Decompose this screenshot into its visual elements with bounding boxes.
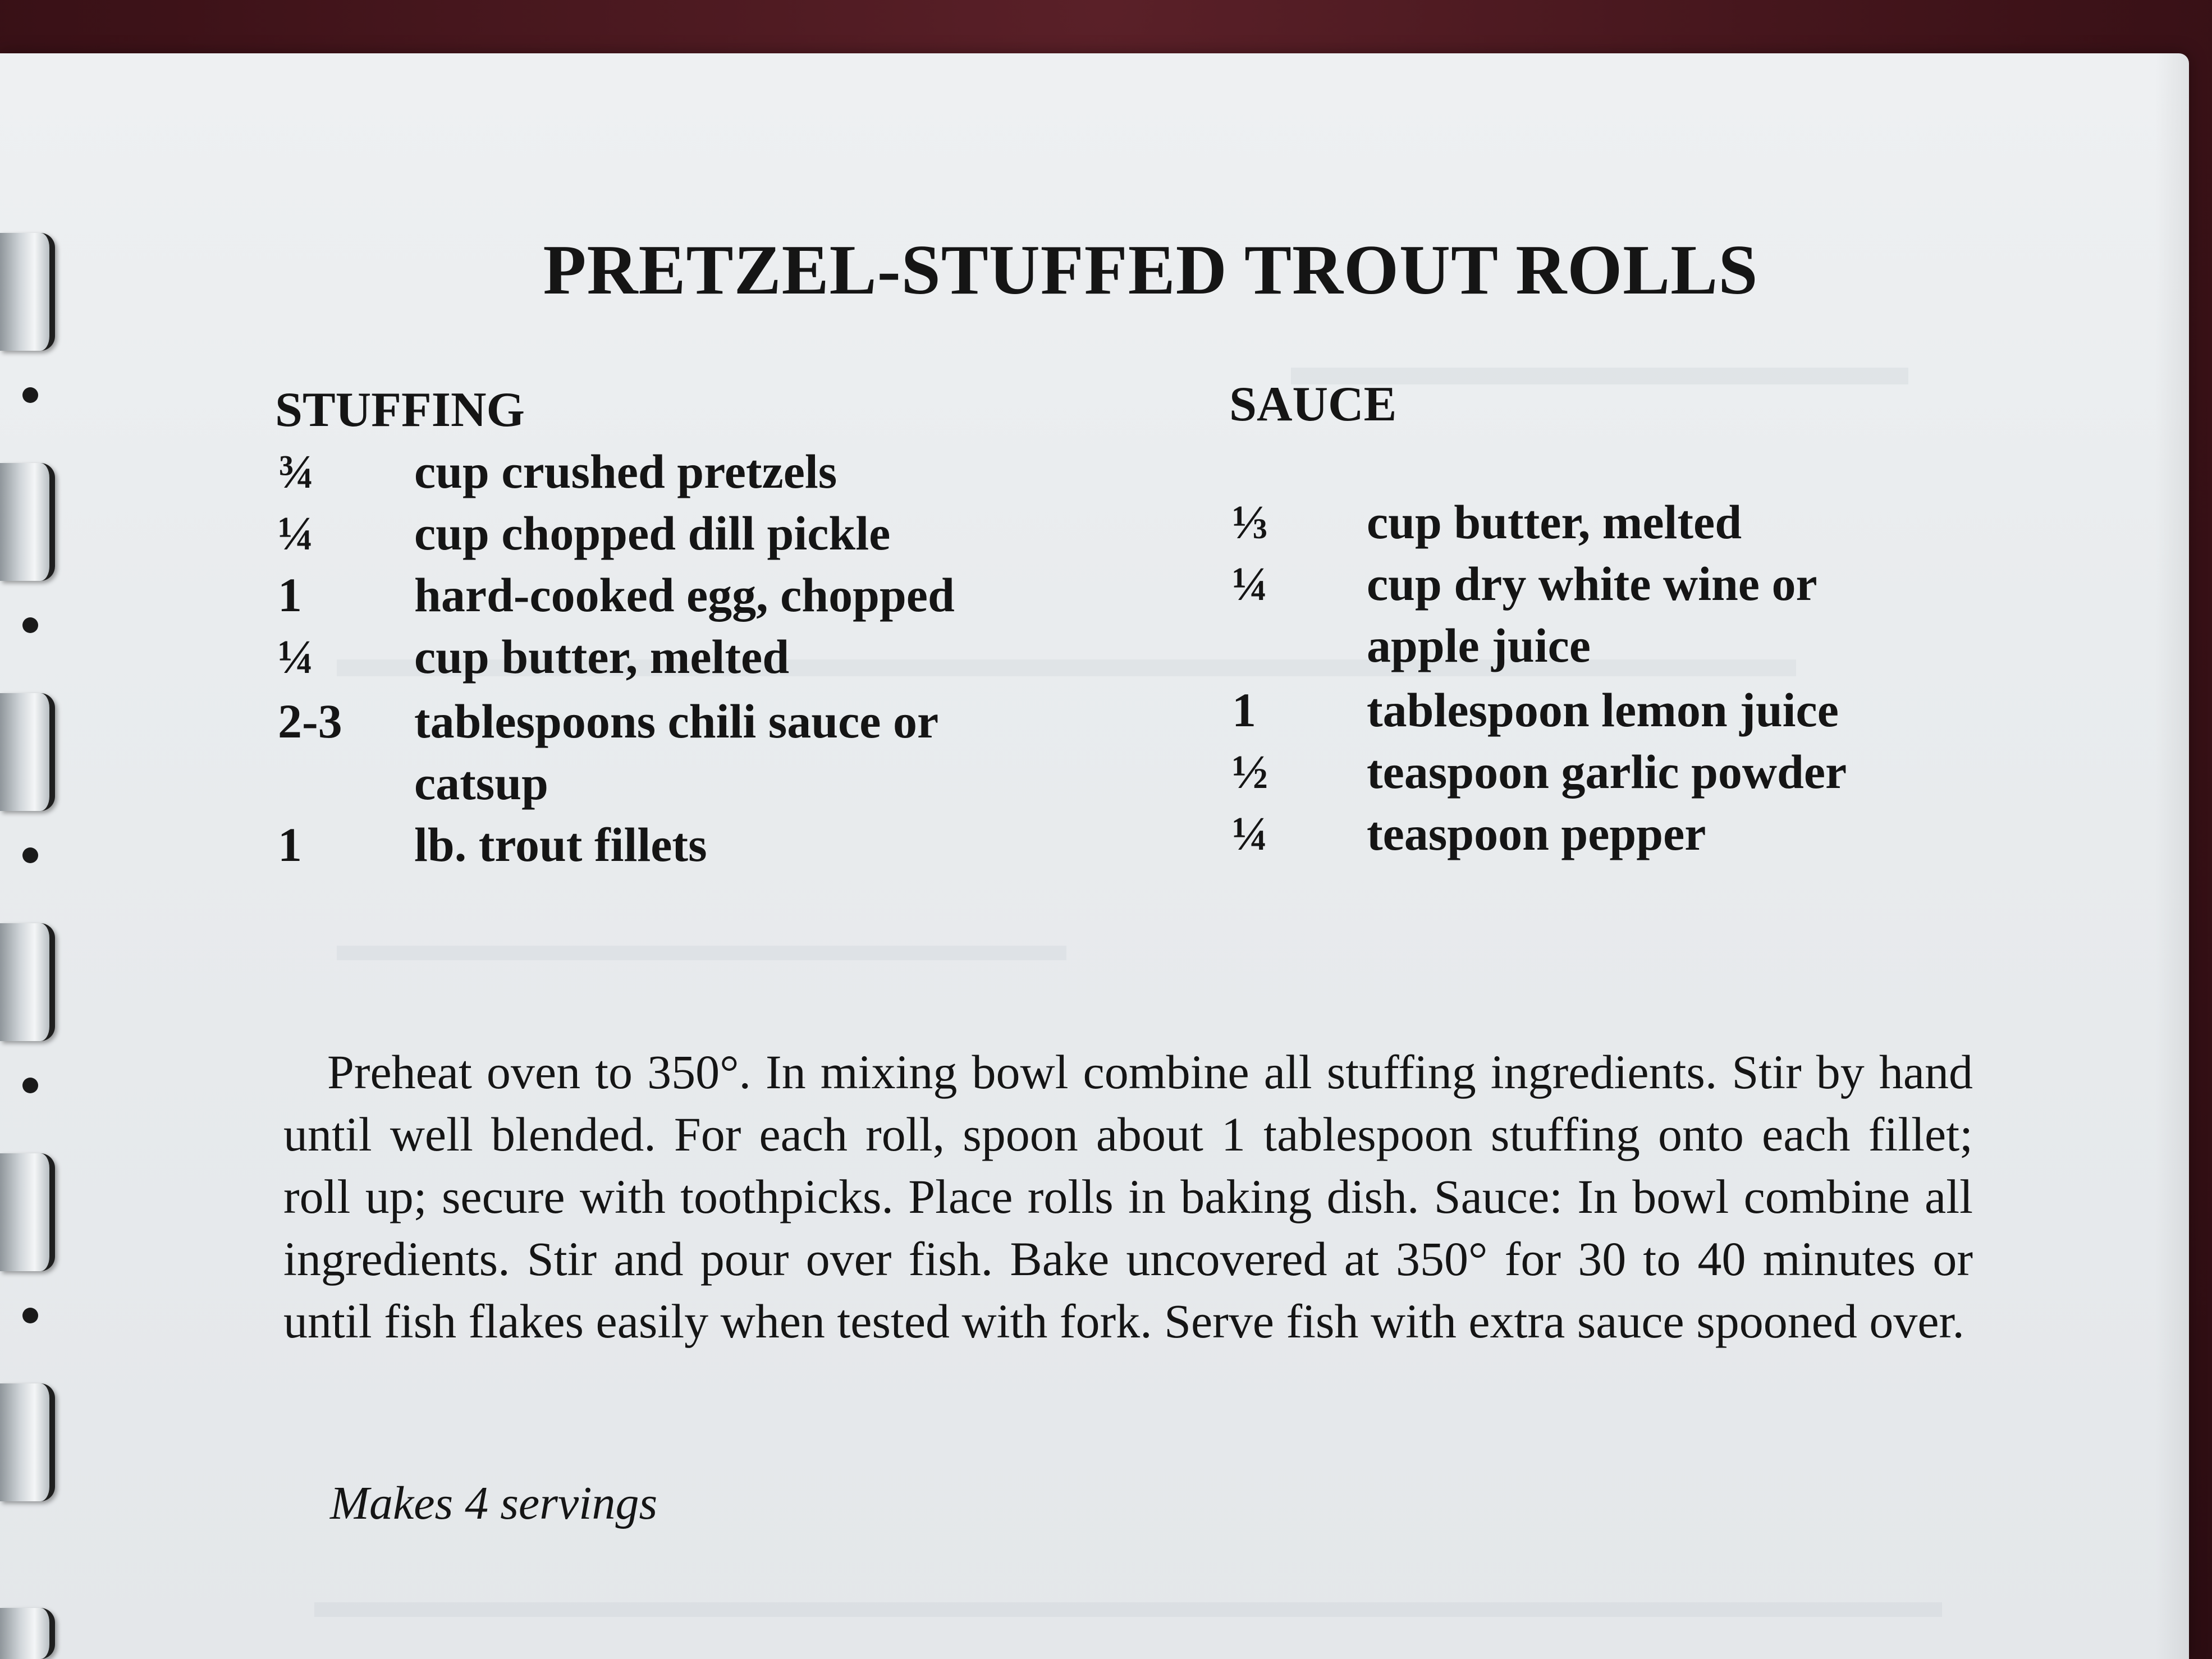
ingredient-text: lb. trout fillets [414, 818, 707, 872]
ingredient-text: hard-cooked egg, chopped [414, 568, 955, 622]
binding-coil [0, 1153, 55, 1271]
stuffing-heading: STUFFING [275, 383, 525, 437]
recipe-directions: Preheat oven to 350°. In mixing bowl combine all stuffing ingredients. Stir by hand until well blended. For each roll, spoon about 1 tablespoon stuffing onto each fillet; roll up; secure with toothpicks. Place rolls in baking dish. Sauce: In bowl combine all ingredients. Stir and pour over fish. Bake uncovered at 350° for 30 to 40 minutes or until fish flakes easily when tested with fork. Serve fish with extra sauce spooned over. [283, 1045, 1973, 1348]
ingredient-text: tablespoons chili sauce or [414, 694, 939, 748]
bleed-through-shading [337, 946, 1066, 960]
binding-coil [0, 1383, 55, 1501]
binding-hole [22, 847, 38, 863]
ingredient-quantity: 1 [278, 818, 302, 872]
ingredient-quantity: ½ [1232, 745, 1268, 799]
ingredient-text: catsup [414, 756, 548, 810]
ingredient-quantity: ⅓ [1232, 495, 1268, 549]
binding-coil [0, 463, 55, 581]
ingredient-quantity: 2-3 [278, 694, 342, 748]
ingredient-text: tablespoon lemon juice [1367, 683, 1839, 737]
recipe-title: PRETZEL-STUFFED TROUT ROLLS [543, 231, 1758, 309]
binding-hole [22, 1078, 38, 1093]
ingredient-text: cup chopped dill pickle [414, 506, 891, 560]
ingredient-quantity: ¼ [278, 630, 314, 684]
ingredient-text: cup butter, melted [1367, 495, 1742, 549]
binding-hole [22, 387, 38, 403]
ingredient-text: cup dry white wine or [1367, 557, 1817, 611]
ingredient-text: teaspoon pepper [1367, 806, 1706, 860]
ingredient-quantity: 1 [1232, 683, 1256, 737]
bleed-through-shading [314, 1602, 1942, 1617]
ingredient-quantity: ¼ [1232, 806, 1268, 860]
binding-hole [22, 1308, 38, 1323]
ingredient-quantity: 1 [278, 568, 302, 622]
ingredient-quantity: ¾ [278, 444, 314, 498]
servings-note: Makes 4 servings [330, 1477, 658, 1529]
ingredient-text: cup butter, melted [414, 630, 790, 684]
binding-coil [0, 923, 55, 1041]
binding-coil [0, 693, 55, 811]
binding-coil [0, 1608, 55, 1659]
ingredient-text: apple juice [1367, 618, 1591, 672]
ingredient-text: teaspoon garlic powder [1367, 745, 1847, 799]
sauce-heading: SAUCE [1229, 377, 1397, 432]
ingredient-text: cup crushed pretzels [414, 444, 837, 498]
binding-hole [22, 617, 38, 633]
ingredient-quantity: ¼ [278, 506, 314, 560]
ingredient-quantity: ¼ [1232, 557, 1268, 611]
